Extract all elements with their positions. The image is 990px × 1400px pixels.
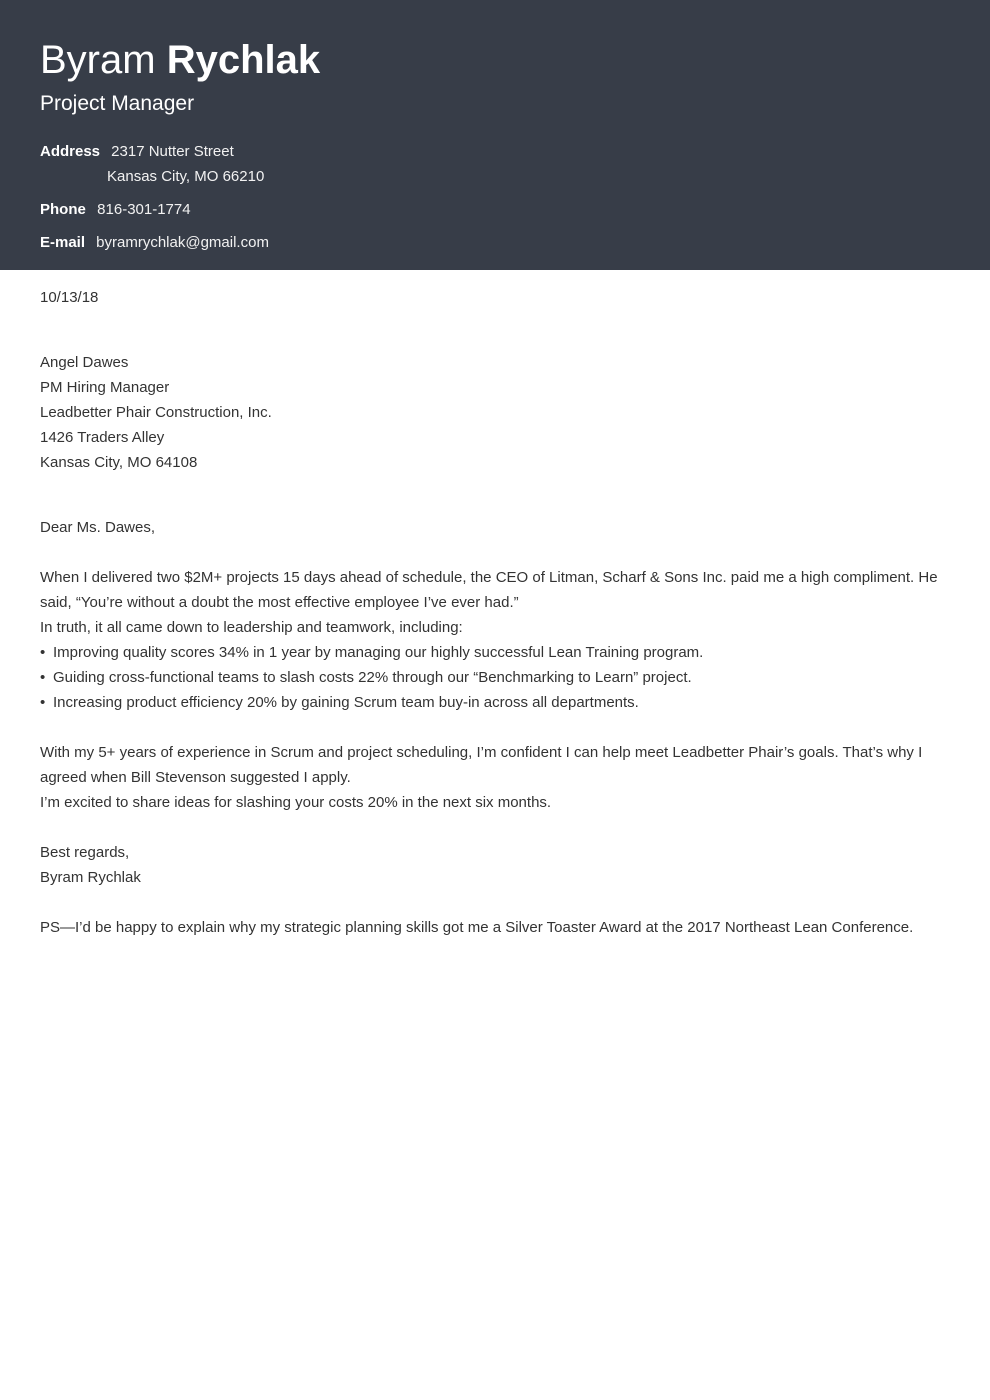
bullet-item [40, 665, 950, 690]
bullet-text: Increasing product efficiency 20% by gaining Scrum team buy-in across all departments. [53, 694, 639, 711]
bullet-icon: • [40, 644, 46, 661]
bullet-icon: • [40, 694, 46, 711]
email-value: byramrychlak@gmail.com [96, 234, 269, 251]
bullet-text: Guiding cross-functional teams to slash costs 22% through our “Benchmarking to Learn” project. [53, 669, 692, 686]
address-line2: Kansas City, MO 66210 [107, 168, 265, 185]
postscript: PS—I’d be happy to explain why my strategic planning skills got me a Silver Toaster Award at the 2017 Northeast Lean Conference. [40, 919, 914, 936]
recipient-title: PM Hiring Manager [40, 379, 170, 396]
paragraph-1-intro: In truth, it all came down to leadership and teamwork, including: [40, 619, 463, 636]
letter-header [0, 0, 990, 270]
email-label: E-mail [40, 234, 86, 251]
phone-label: Phone [40, 201, 86, 218]
job-title: Project Manager [40, 92, 195, 115]
paragraph-2-line2: I’m excited to share ideas for slashing your costs 20% in the next six months. [40, 794, 552, 811]
last-name: Rychlak [166, 38, 321, 82]
recipient-company: Leadbetter Phair Construction, Inc. [40, 404, 272, 421]
email-row [40, 233, 269, 253]
recipient-street: 1426 Traders Alley [40, 429, 165, 446]
address-label: Address [40, 143, 101, 160]
bullet-item [40, 690, 950, 715]
recipient-block [40, 350, 272, 475]
salutation: Dear Ms. Dawes, [40, 519, 156, 536]
closing-block [40, 840, 141, 890]
paragraph-2 [40, 740, 950, 815]
recipient-name: Angel Dawes [40, 354, 129, 371]
applicant-name [40, 36, 320, 84]
letter-date: 10/13/18 [40, 289, 99, 306]
phone-value: 816-301-1774 [97, 201, 191, 218]
signature: Byram Rychlak [40, 869, 141, 886]
closing: Best regards, [40, 844, 130, 861]
bullet-text: Improving quality scores 34% in 1 year by managing our highly successful Lean Training program. [53, 644, 704, 661]
paragraph-2-text: With my 5+ years of experience in Scrum and project scheduling, I’m confident I can help meet Leadbetter Phair’s goals. That’s why I agreed when Bill Stevenson suggested I apply. [40, 744, 923, 786]
first-name: Byram [40, 38, 156, 82]
address-row [40, 142, 234, 162]
recipient-city: Kansas City, MO 64108 [40, 454, 198, 471]
bullet-icon: • [40, 669, 46, 686]
phone-row [40, 200, 191, 220]
paragraph-1-text: When I delivered two $2M+ projects 15 days ahead of schedule, the CEO of Litman, Scharf & Sons Inc. paid me a high compliment. He said, “You’re without a doubt the most effective employee I’ve ever had.” [40, 569, 938, 611]
paragraph-1 [40, 565, 950, 715]
bullet-item [40, 640, 950, 665]
address-line1: 2317 Nutter Street [111, 143, 234, 160]
